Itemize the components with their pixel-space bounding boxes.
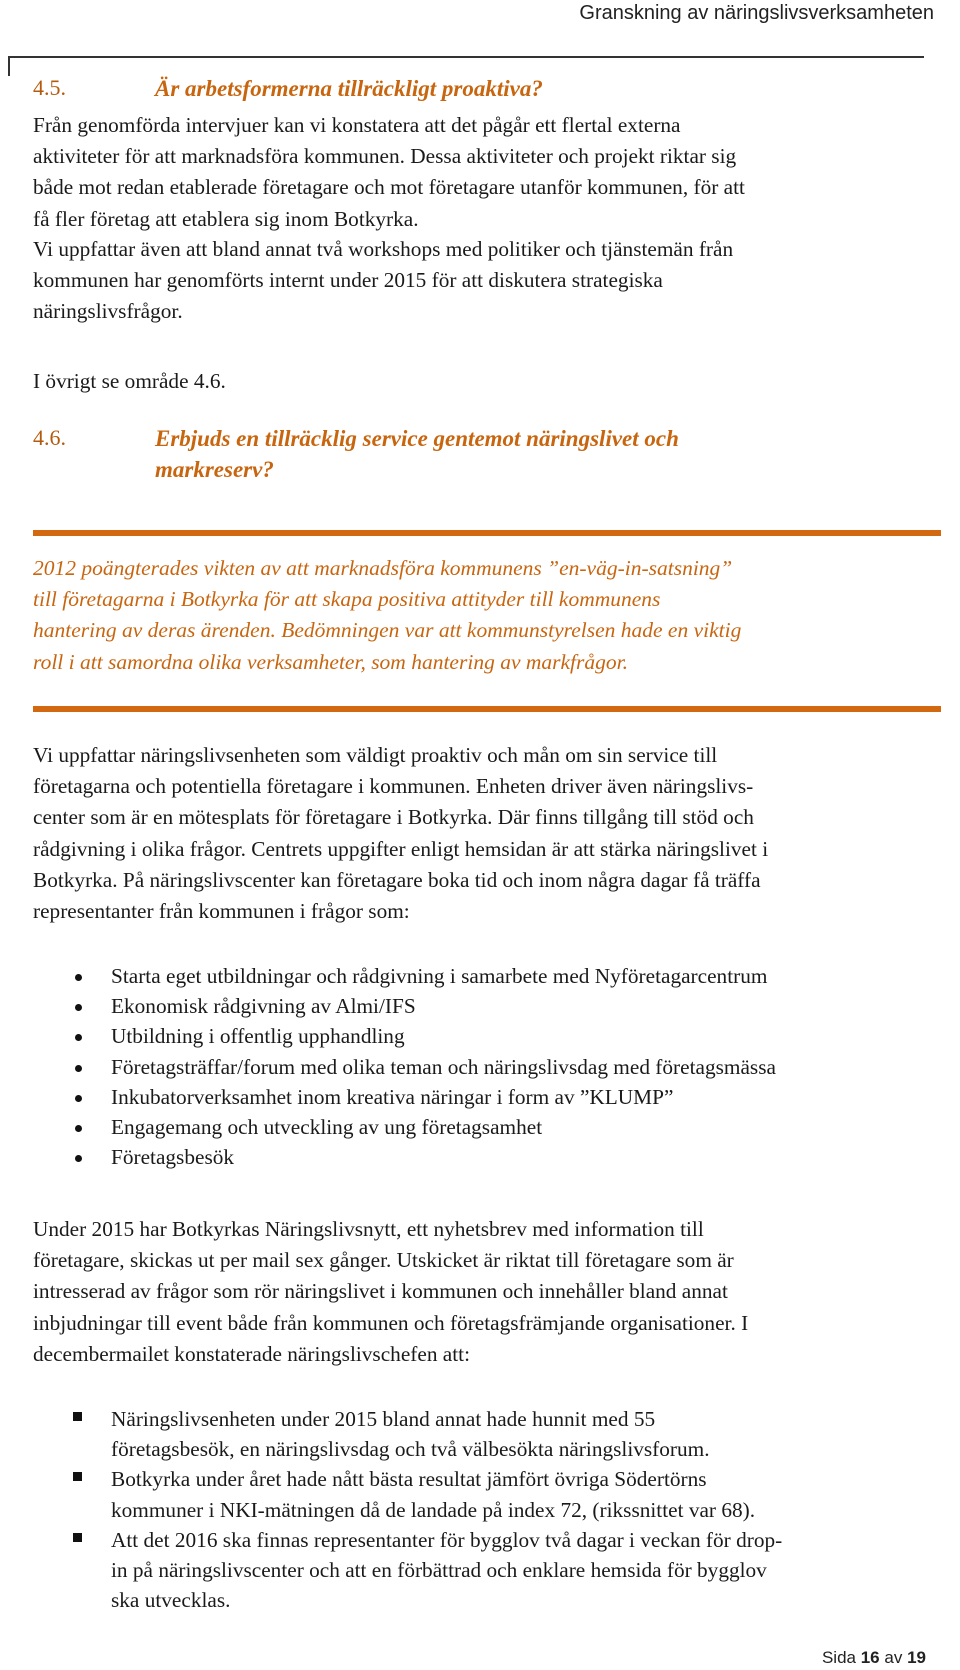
list-item (33, 1525, 953, 1616)
text-line: Från genomförda intervjuer kan vi konstatera att det pågår ett flertal externa (33, 113, 681, 137)
section-45-heading (33, 75, 66, 101)
list-item: Starta eget utbildningar och rådgivning i samarbete med Nyföretagarcentrum (33, 961, 953, 991)
paragraph-4 (33, 740, 953, 927)
text-line: både mot redan etablerade företagare och mot företagare utanför kommunen, för att (33, 175, 745, 200)
paragraph-1 (33, 110, 953, 235)
list-item-line: företagsbesök, en näringslivsdag och två välbesökta näringslivsforum. (111, 1437, 710, 1462)
paragraph-5 (33, 1214, 953, 1370)
list-item: Engagemang och utveckling av ung företagsamhet (33, 1112, 953, 1142)
section-46-title-line: markreserv? (155, 457, 274, 482)
text-line: rådgivning i olika frågor. Centrets uppgifter enligt hemsidan är att stärka näringslivet i (33, 836, 769, 861)
header-rule (8, 56, 924, 58)
section-45-number: 4.5. (33, 75, 66, 100)
section-45-title: Är arbetsformerna tillräckligt proaktiva? (155, 76, 543, 101)
list-item: Utbildning i offentlig upphandling (33, 1021, 953, 1051)
list-item: Inkubatorverksamhet inom kreativa näringar i form av ”KLUMP” (33, 1082, 953, 1112)
running-header: Granskning av näringslivsverksamheten (579, 2, 934, 24)
list-item (33, 1404, 953, 1464)
current-page: 16 (860, 1648, 880, 1667)
text-line: kommunen har genomförts internt under 2015 för att diskutera strategiska (33, 268, 663, 293)
header-rule-tick (8, 56, 10, 76)
service-list (33, 961, 953, 1172)
list-item-line: Botkyrka under året hade nått bästa resultat jämfört övriga Södertörns (111, 1467, 707, 1492)
callout-text (33, 553, 948, 678)
section-46-number: 4.6. (33, 425, 66, 450)
callout-line: hantering av deras ärenden. Bedömningen var att kommunstyrelsen hade en viktig (33, 618, 742, 643)
list-item-line: Näringslivsenheten under 2015 bland annat hade hunnit med 55 (111, 1407, 656, 1431)
text-line: center som är en mötesplats för företagare i Botkyrka. Där finns tillgång till stöd och (33, 805, 754, 830)
text-line: få fler företag att etablera sig inom Botkyrka. (33, 206, 419, 231)
list-item-line: in på näringslivscenter och att en förbättrad och enklare hemsida för bygglov (111, 1558, 767, 1583)
list-item: Företagsträffar/forum med olika teman och näringslivsdag med företagsmässa (33, 1052, 953, 1082)
callout-top-bar (33, 530, 941, 536)
text-line: inbjudningar till event både från kommunen och företagsfrämjande organisationer. I (33, 1310, 749, 1335)
text-line: representanter från kommunen i frågor som: (33, 899, 410, 924)
text-line: aktiviteter för att marknadsföra kommunen. Dessa aktiviteter och projekt riktar sig (33, 144, 737, 169)
page-number (822, 1648, 926, 1668)
page-mid: av (884, 1648, 903, 1667)
text-line: Under 2015 har Botkyrkas Näringslivsnytt, ett nyhetsbrev med information till (33, 1217, 704, 1241)
list-item (33, 1464, 953, 1524)
list-item-line: Att det 2016 ska finnas representanter för bygglov två dagar i veckan för drop- (111, 1527, 783, 1552)
list-item-line: ska utvecklas. (111, 1588, 231, 1613)
callout-line: roll i att samordna olika verksamheter, som hantering av markfrågor. (33, 649, 628, 674)
text-line: näringslivsfrågor. (33, 299, 183, 324)
paragraph-2 (33, 234, 953, 328)
section-46-title (155, 423, 679, 485)
total-pages: 19 (907, 1648, 926, 1667)
page-prefix: Sida (821, 1648, 856, 1667)
list-item-line: kommuner i NKI-mätningen då de landade på index 72, (rikssnittet var 68). (111, 1497, 756, 1522)
list-item: Företagsbesök (33, 1142, 953, 1172)
list-item: Ekonomisk rådgivning av Almi/IFS (33, 991, 953, 1021)
callout-line: 2012 poängterades vikten av att marknadsföra kommunens ”en-väg-in-satsning” (33, 556, 733, 580)
text-line: Botkyrka. På näringslivscenter kan företagare boka tid och inom några dagar få träffa (33, 867, 761, 892)
paragraph-3: I övrigt se område 4.6. (33, 369, 226, 393)
section-46-heading (33, 425, 66, 451)
text-line: intresserad av frågor som rör näringslivet i kommunen och innehåller bland annat (33, 1279, 728, 1304)
text-line: decembermailet konstaterade näringslivschefen att: (33, 1341, 470, 1366)
text-line: Vi uppfattar näringslivsenheten som väldigt proaktiv och mån om sin service till (33, 743, 718, 767)
callout-line: till företagarna i Botkyrka för att skapa positiva attityder till kommunens (33, 587, 661, 612)
callout-bottom-bar (33, 706, 941, 712)
text-line: företagare, skickas ut per mail sex gånger. Utskicket är riktat till företagare som är (33, 1248, 734, 1273)
newsletter-list (33, 1404, 953, 1615)
text-line: Vi uppfattar även att bland annat två workshops med politiker och tjänstemän från (33, 237, 734, 261)
section-46-title-line: Erbjuds en tillräcklig service gentemot näringslivet och (155, 426, 679, 451)
text-line: företagarna och potentiella företagare i kommunen. Enheten driver även näringslivs- (33, 774, 754, 799)
